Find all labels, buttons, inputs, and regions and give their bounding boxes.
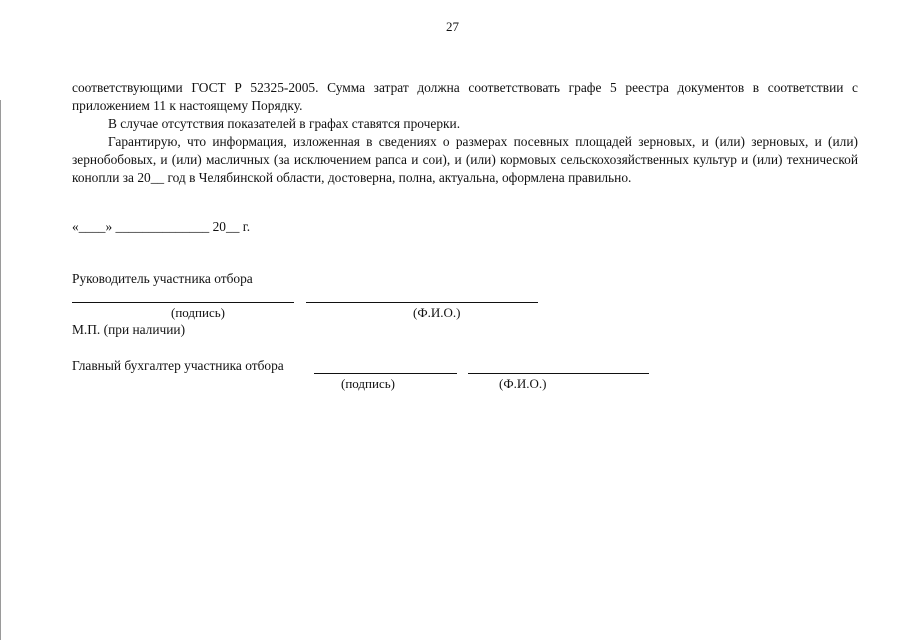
accountant-signature-caption: (подпись) [341,376,395,391]
date-line: «____» ______________ 20__ г. [72,219,251,234]
head-name-caption: (Ф.И.О.) [413,305,461,320]
head-signature-line [72,302,294,303]
scan-edge-line [0,100,1,640]
paragraph-dashes-note: В случае отсутствия показателей в графах ставятся прочерки. [108,116,461,131]
page-number: 27 [446,19,459,34]
head-signature-caption: (подпись) [171,305,225,320]
seal-note: М.П. (при наличии) [72,322,186,337]
document-body [72,79,858,187]
accountant-signature-line [314,373,457,374]
paragraph-guarantee: Гарантирую, что информация, изложенная в сведениях о размерах посевных площадей зерновых, и (или) зерновых, и (или) зернобобовых, и (или) масличных (за исключением рапса и сои), и (или) кормовых сельскохозяйственных культур и (или) технической конопли за 20__ год в Челябинской области, достоверна, полна, актуальна, оформлена правильно. [72,134,858,185]
head-signature-title: Руководитель участника отбора [72,271,253,286]
head-name-line [306,302,538,303]
accountant-name-line [468,373,649,374]
accountant-name-caption: (Ф.И.О.) [499,376,547,391]
paragraph-gost-reference: соответствующими ГОСТ Р 52325-2005. Сумма затрат должна соответствовать графе 5 реестра документов в соответствии с приложением 11 к настоящему Порядку. [72,80,858,113]
accountant-signature-title: Главный бухгалтер участника отбора [72,358,284,373]
